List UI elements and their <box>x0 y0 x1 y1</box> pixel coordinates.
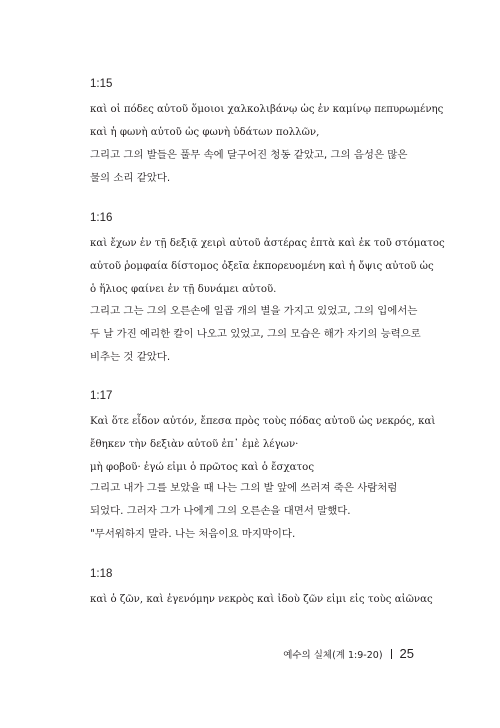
korean-line: "무서워하지 말라. 나는 처음이요 마지막이다. <box>90 528 296 540</box>
greek-text <box>90 410 436 479</box>
korean-line: 두 날 가진 예리한 칼이 나오고 있었고, 그의 모습은 해가 자기의 능력으로 <box>90 328 421 340</box>
greek-line: καὶ ἔχων ἐν τῇ δεξιᾷ χειρὶ αὐτοῦ ἀστέρας ἑπτὰ καὶ ἐκ τοῦ στόματος <box>90 238 445 249</box>
verse-number: 1:18 <box>90 568 113 580</box>
korean-line: 물의 소리 같았다. <box>90 172 171 184</box>
greek-line: ἔθηκεν τὴν δεξιὰν αὐτοῦ ἐπ᾽ ἐμὲ λέγων· <box>90 439 299 450</box>
greek-line: αὐτοῦ ῥομφαία δίστομος ὀξεῖα ἐκπορευομένη καὶ ἡ ὄψις αὐτοῦ ὡς <box>90 261 434 272</box>
greek-line: ὁ ἥλιος φαίνει ἐν τῇ δυνάμει αὐτοῦ. <box>90 284 277 295</box>
korean-line: 그리고 내가 그를 보았을 때 나는 그의 발 앞에 쓰러져 죽은 사람처럼 <box>90 482 398 494</box>
korean-line: 비추는 것 같았다. <box>90 351 171 363</box>
verse-number: 1:16 <box>90 212 113 224</box>
greek-line: μὴ φοβοῦ· ἐγώ εἰμι ὁ πρῶτος καὶ ὁ ἔσχατος <box>90 462 315 473</box>
greek-text <box>90 98 444 144</box>
page-footer <box>283 646 414 661</box>
footer-divider <box>391 649 392 659</box>
greek-line: καὶ οἱ πόδες αὐτοῦ ὅμοιοι χαλκολιβάνῳ ὡς ἐν καμίνῳ πεπυρωμένης <box>90 104 444 115</box>
korean-translation <box>90 300 420 369</box>
korean-line: 그리고 그는 그의 오른손에 일곱 개의 별을 가지고 있었고, 그의 입에서는 <box>90 305 418 317</box>
running-title: 예수의 실체(계 1:9-20) <box>283 650 383 661</box>
korean-line: 되었다. 그러자 그가 나에게 그의 오른손을 대면서 말했다. <box>90 505 351 517</box>
greek-line: καὶ ὁ ζῶν, καὶ ἐγενόμην νεκρὸς καὶ ἰδοὺ ζῶν εἰμι εἰς τοὺς αἰῶνας <box>90 594 433 605</box>
verse-number: 1:15 <box>90 78 113 90</box>
korean-translation <box>90 477 420 546</box>
page-number: 25 <box>399 646 414 661</box>
greek-text <box>90 232 445 301</box>
greek-line: Καὶ ὅτε εἶδον αὐτόν, ἔπεσα πρὸς τοὺς πόδας αὐτοῦ ὡς νεκρός, καὶ <box>90 416 436 427</box>
greek-line: καὶ ἡ φωνὴ αὐτοῦ ὡς φωνὴ ὑδάτων πολλῶν, <box>90 127 320 138</box>
korean-translation <box>90 144 420 190</box>
greek-text <box>90 588 433 611</box>
verse-number: 1:17 <box>90 390 113 402</box>
korean-line: 그리고 그의 발들은 풀무 속에 달구어진 청동 같았고, 그의 음성은 많은 <box>90 149 408 161</box>
